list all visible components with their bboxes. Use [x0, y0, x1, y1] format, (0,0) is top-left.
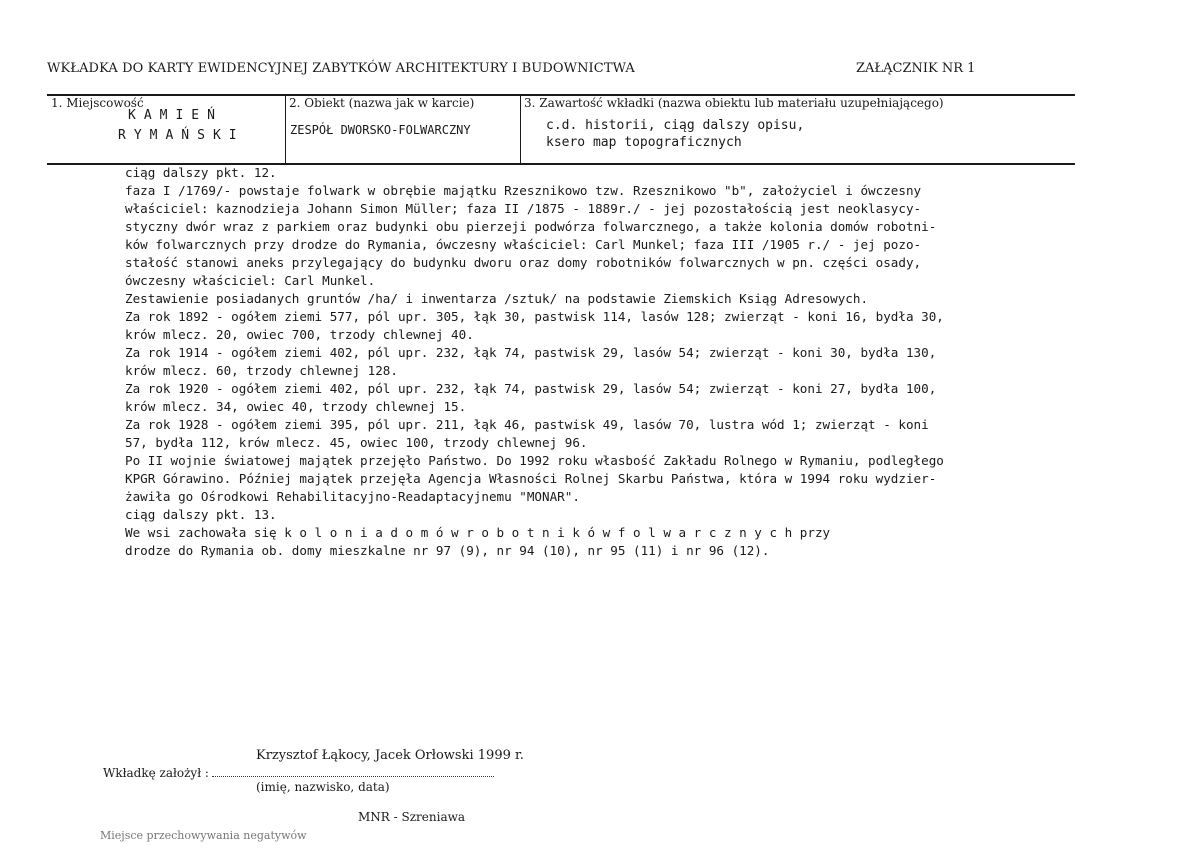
content-value-line1: c.d. historii, ciąg dalszy opisu, [546, 118, 805, 133]
text-line: Za rok 1914 - ogółem ziemi 402, pól upr. 232, łąk 74, pastwisk 29, lasów 54; zwierząt - koni 30, bydła 130, [125, 345, 937, 360]
text-line: ciąg dalszy pkt. 12. [125, 165, 277, 180]
object-label: 2. Obiekt (nazwa jak w karcie) [289, 96, 475, 110]
object-value: ZESPÓŁ DWORSKO-FOLWARCZNY [290, 123, 471, 137]
text-line: styczny dwór wraz z parkiem oraz budynki obu pierzeji podwórza folwarcznego, a także kolonia domów robotni- [125, 219, 937, 234]
institution-name: MNR - Szreniawa [358, 810, 466, 824]
text-line: Zestawienie posiadanych gruntów /ha/ i inwentarza /sztuk/ na podstawie Ziemskich Ksiąg Adresowych. [125, 291, 869, 306]
text-line: drodze do Rymania ob. domy mieszkalne nr 97 (9), nr 94 (10), nr 95 (11) i nr 96 (12). [125, 543, 770, 558]
locality-label: 1. Miejscowość [51, 96, 144, 110]
content-label: 3. Zawartość wkładki (nazwa obiektu lub materiału uzupełniającego) [524, 96, 944, 110]
text-line: faza I /1769/- powstaje folwark w obrębie majątku Rzesznikowo tzw. Rzesznikowo "b", założyciel i ówczesny [125, 183, 922, 198]
text-line: Za rok 1928 - ogółem ziemi 395, pól upr. 211, łąk 46, pastwisk 49, lasów 70, lustra wód 1; zwierząt - koni [125, 417, 929, 432]
negatives-location-label: Miejsce przechowywania negatywów [100, 829, 307, 842]
text-line: Za rok 1920 - ogółem ziemi 402, pól upr. 232, łąk 74, pastwisk 29, lasów 54; zwierząt - koni 27, bydła 100, [125, 381, 937, 396]
author-sublabel: (imię, nazwisko, data) [256, 780, 390, 794]
attachment-number: ZAŁĄCZNIK NR 1 [856, 61, 976, 76]
text-line: ków folwarcznych przy drodze do Rymania, ówczesny właściciel: Carl Munkel; faza III /1905 r./ - jej pozo- [125, 237, 922, 252]
locality-value-line1: KAMIEŃ [128, 108, 223, 123]
text-line: ówczesny właściciel: Carl Munkel. [125, 273, 376, 288]
text-line: stałość stanowi aneks przylegający do budynku dworu oraz domy robotników folwarcznych w pn. części osady, [125, 255, 922, 270]
table-divider-1 [285, 95, 286, 163]
text-line: Za rok 1892 - ogółem ziemi 577, pól upr. 305, łąk 30, pastwisk 114, lasów 128; zwierząt - koni 16, bydła 30, [125, 309, 944, 324]
text-line: właściciel: kaznodzieja Johann Simon Müller; faza II /1875 - 1889r./ - jej pozostałością jest neoklasycy- [125, 201, 922, 216]
content-value-line2: ksero map topograficznych [546, 135, 742, 150]
text-line: Po II wojnie światowej majątek przejęło Państwo. Do 1992 roku własbość Zakładu Rolnego w Rymaniu, podległego [125, 453, 944, 468]
author-label: Wkładkę założył : [103, 766, 209, 780]
table-divider-2 [520, 95, 521, 163]
text-line: ciąg dalszy pkt. 13. [125, 507, 277, 522]
text-line: krów mlecz. 60, trzody chlewnej 128. [125, 363, 398, 378]
signature-dotted-line [212, 776, 494, 777]
history-text [125, 164, 1065, 560]
author-names: Krzysztof Łąkocy, Jacek Orłowski 1999 r. [256, 748, 524, 763]
text-line: krów mlecz. 20, owiec 700, trzody chlewnej 40. [125, 327, 474, 342]
text-line: 57, bydła 112, krów mlecz. 45, owiec 100, trzody chlewnej 96. [125, 435, 588, 450]
text-line: We wsi zachowała się k o l o n i a d o m ó w r o b o t n i k ó w f o l w a r c z n y c h przy [125, 525, 831, 540]
text-line: żawiła go Ośrodkowi Rehabilitacyjno-Readaptacyjnemu "MONAR". [125, 489, 580, 504]
text-line: krów mlecz. 34, owiec 40, trzody chlewnej 15. [125, 399, 467, 414]
locality-value-line2: RYMAŃSKI [118, 128, 245, 143]
form-title: WKŁADKA DO KARTY EWIDENCYJNEJ ZABYTKÓW ARCHITEKTURY I BUDOWNICTWA [47, 61, 635, 76]
text-line: KPGR Górawino. Później majątek przejęła Agencja Własności Rolnej Skarbu Państwa, która w 1994 roku wydzier- [125, 471, 937, 486]
